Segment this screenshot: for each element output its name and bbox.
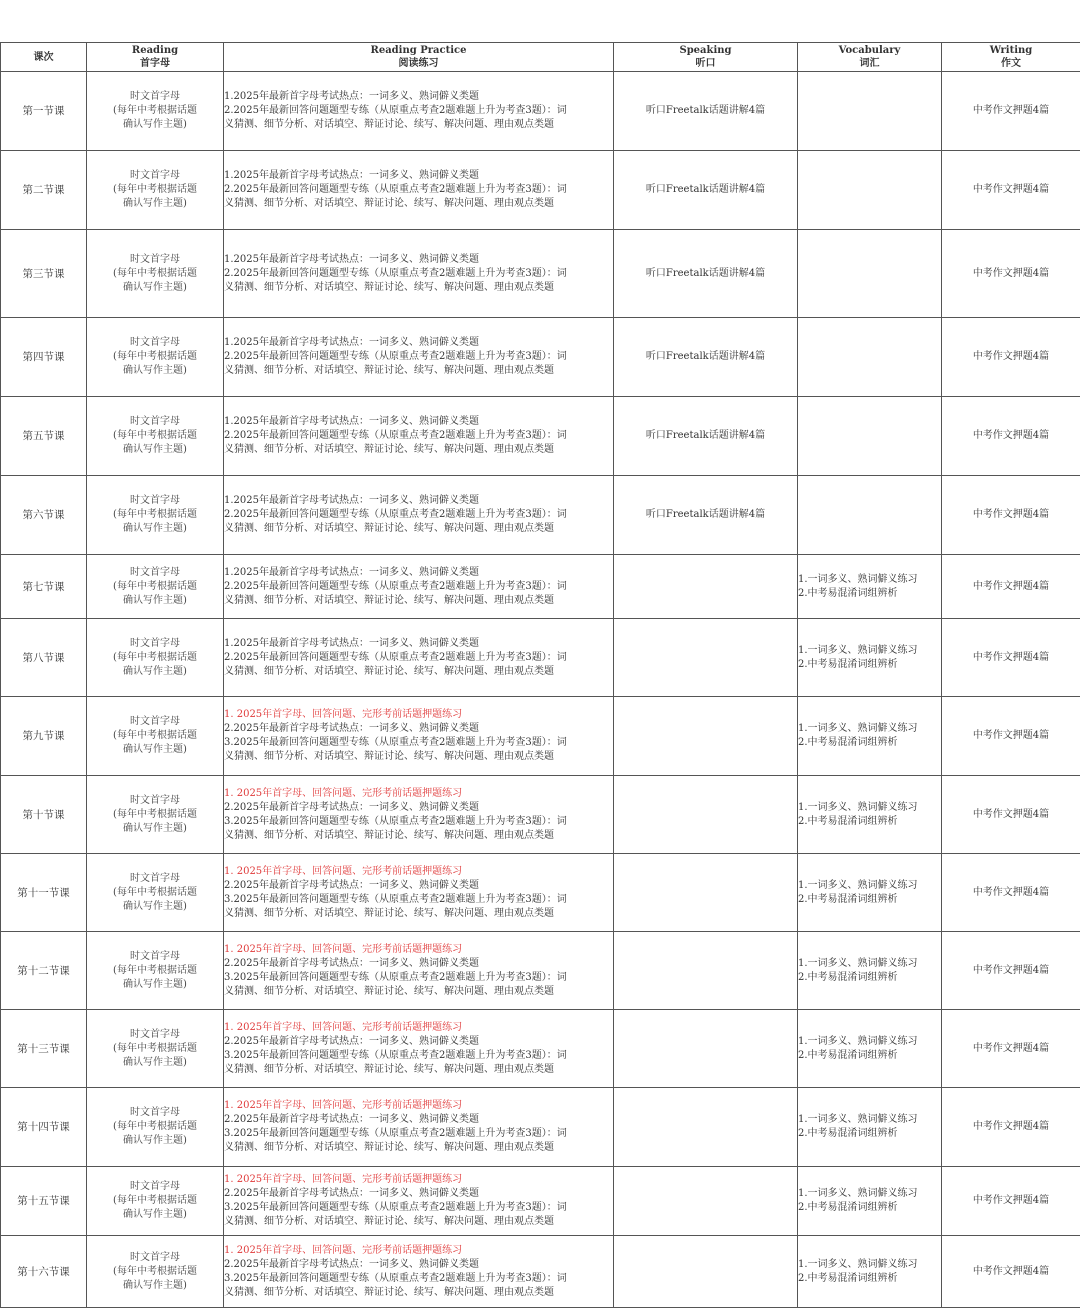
reading-line: 确认写作主题) — [123, 444, 187, 455]
header-writing-en: Writing — [989, 45, 1033, 56]
table-row — [1, 932, 1080, 1010]
reading-cell — [87, 555, 224, 619]
reading-practice-cell — [224, 397, 614, 476]
lesson-cell: 第二节课 — [1, 151, 87, 230]
reading-line: 时文首字母 — [130, 170, 180, 181]
practice-item: 3.2025年最新回答问题题型专练（从原重点考查2题难题上升为考查3题）：词 义猜测、细节分析、对话填空、辩证讨论、续写、解决问题、理由观点类题 — [224, 1049, 567, 1075]
header-practice-zh: 阅读练习 — [398, 58, 439, 69]
vocabulary-item: 1.一词多义、熟词僻义练习 — [798, 801, 918, 813]
vocabulary-item: 1.一词多义、熟词僻义练习 — [798, 723, 918, 734]
reading-cell — [87, 1167, 224, 1236]
reading-line: 确认写作主题) — [123, 744, 187, 755]
vocabulary-cell — [798, 476, 942, 555]
practice-item: 1.2025年最新首字母考试热点：一词多义、熟词僻义类题 — [224, 566, 479, 578]
practice-item: 1.2025年最新首字母考试热点：一词多义、熟词僻义类题 — [224, 91, 479, 102]
reading-practice-cell — [224, 1088, 614, 1167]
vocabulary-item: 2.中考易混淆词组辨析 — [798, 1049, 898, 1061]
practice-item: 3.2025年最新回答问题题型专练（从原重点考查2题难题上升为考查3题）：词 义猜测、细节分析、对话填空、辩证讨论、续写、解决问题、理由观点类题 — [224, 815, 567, 841]
reading-practice-cell — [224, 151, 614, 230]
practice-item: 2.2025年最新回答问题题型专练（从原重点考查2题难题上升为考查3题）：词 义猜测、细节分析、对话填空、辩证讨论、续写、解决问题、理由观点类题 — [224, 351, 567, 376]
speaking-cell — [614, 776, 798, 854]
vocabulary-cell — [798, 151, 942, 230]
writing-cell: 中考作文押题4篇 — [942, 619, 1080, 697]
lesson-cell: 第十五节课 — [1, 1167, 87, 1236]
reading-line: (每年中考根据话题 — [113, 886, 197, 898]
practice-item-highlight: 1. 2025年首字母、回答问题、完形考前话题押题练习 — [224, 1021, 463, 1033]
speaking-cell: 听口Freetalk话题讲解4篇 — [614, 230, 798, 318]
vocabulary-item: 1.一词多义、熟词僻义练习 — [798, 879, 918, 891]
practice-item: 2.2025年最新回答问题题型专练（从原重点考查2题难题上升为考查3题）：词 义猜测、细节分析、对话填空、辩证讨论、续写、解决问题、理由观点类题 — [224, 184, 567, 209]
practice-item-highlight: 1. 2025年首字母、回答问题、完形考前话题押题练习 — [224, 943, 463, 955]
practice-item-highlight: 1. 2025年首字母、回答问题、完形考前话题押题练习 — [224, 709, 463, 720]
header-writing-zh: 作文 — [1001, 58, 1021, 69]
table-row — [1, 72, 1080, 151]
writing-cell: 中考作文押题4篇 — [942, 397, 1080, 476]
reading-cell — [87, 697, 224, 776]
practice-item: 1.2025年最新首字母考试热点：一词多义、熟词僻义类题 — [224, 337, 479, 348]
practice-item-highlight: 1. 2025年首字母、回答问题、完形考前话题押题练习 — [224, 1174, 463, 1185]
reading-line: 时文首字母 — [130, 253, 180, 265]
reading-practice-cell — [224, 619, 614, 697]
writing-cell: 中考作文押题4篇 — [942, 230, 1080, 318]
practice-item: 2.2025年最新回答问题题型专练（从原重点考查2题难题上升为考查3题）：词 义猜测、细节分析、对话填空、辩证讨论、续写、解决问题、理由观点类题 — [224, 430, 567, 455]
header-vocab-en: Vocabulary — [838, 45, 901, 56]
lesson-cell: 第十一节课 — [1, 854, 87, 932]
lesson-cell: 第一节课 — [1, 72, 87, 151]
reading-line: 确认写作主题) — [123, 523, 187, 534]
reading-cell — [87, 776, 224, 854]
speaking-cell — [614, 1167, 798, 1236]
vocabulary-cell — [798, 318, 942, 397]
practice-item: 2.2025年最新首字母考试热点：一词多义、熟词僻义类题 — [224, 1188, 479, 1199]
vocabulary-item: 2.中考易混淆词组辨析 — [798, 737, 898, 748]
reading-practice-cell — [224, 318, 614, 397]
reading-cell — [87, 1236, 224, 1308]
reading-line: 确认写作主题) — [123, 1209, 187, 1220]
reading-line: (每年中考根据话题 — [113, 1195, 197, 1206]
reading-line: 时文首字母 — [130, 950, 180, 962]
reading-cell — [87, 397, 224, 476]
reading-line: 时文首字母 — [130, 637, 180, 649]
speaking-cell — [614, 619, 798, 697]
practice-item: 2.2025年最新回答问题题型专练（从原重点考查2题难题上升为考查3题）：词 义猜测、细节分析、对话填空、辩证讨论、续写、解决问题、理由观点类题 — [224, 651, 567, 677]
reading-line: (每年中考根据话题 — [113, 651, 197, 663]
lesson-cell: 第十四节课 — [1, 1088, 87, 1167]
lesson-cell: 第十节课 — [1, 776, 87, 854]
writing-cell: 中考作文押题4篇 — [942, 151, 1080, 230]
lesson-cell: 第八节课 — [1, 619, 87, 697]
vocabulary-item: 1.一词多义、熟词僻义练习 — [798, 957, 918, 969]
vocabulary-cell — [798, 555, 942, 619]
header-reading-en: Reading — [131, 45, 179, 56]
reading-line: 确认写作主题) — [123, 822, 187, 834]
practice-item: 3.2025年最新回答问题题型专练（从原重点考查2题难题上升为考查3题）：词 义猜测、细节分析、对话填空、辩证讨论、续写、解决问题、理由观点类题 — [224, 737, 567, 762]
practice-item: 3.2025年最新回答问题题型专练（从原重点考查2题难题上升为考查3题）：词 义猜测、细节分析、对话填空、辩证讨论、续写、解决问题、理由观点类题 — [224, 893, 567, 919]
table-row — [1, 555, 1080, 619]
speaking-cell: 听口Freetalk话题讲解4篇 — [614, 476, 798, 555]
course-schedule-table — [0, 42, 1080, 1308]
reading-line: (每年中考根据话题 — [113, 730, 197, 741]
reading-cell — [87, 151, 224, 230]
vocabulary-item: 1.一词多义、熟词僻义练习 — [798, 573, 918, 585]
table-row — [1, 697, 1080, 776]
vocabulary-item: 2.中考易混淆词组辨析 — [798, 1202, 898, 1213]
reading-line: 确认写作主题) — [123, 594, 187, 606]
writing-cell: 中考作文押题4篇 — [942, 1010, 1080, 1088]
practice-item-highlight: 1. 2025年首字母、回答问题、完形考前话题押题练习 — [224, 865, 463, 877]
table-row — [1, 1088, 1080, 1167]
practice-item: 2.2025年最新首字母考试热点：一词多义、熟词僻义类题 — [224, 1258, 479, 1270]
vocabulary-item: 1.一词多义、熟词僻义练习 — [798, 644, 918, 656]
reading-practice-cell — [224, 230, 614, 318]
writing-cell: 中考作文押题4篇 — [942, 476, 1080, 555]
header-reading-zh: 首字母 — [140, 58, 170, 69]
table-row — [1, 397, 1080, 476]
reading-line: 时文首字母 — [130, 1028, 180, 1040]
reading-practice-cell — [224, 932, 614, 1010]
reading-practice-cell — [224, 854, 614, 932]
practice-item: 2.2025年最新首字母考试热点：一词多义、熟词僻义类题 — [224, 879, 479, 891]
practice-item: 1.2025年最新首字母考试热点：一词多义、熟词僻义类题 — [224, 253, 479, 265]
writing-cell: 中考作文押题4篇 — [942, 697, 1080, 776]
practice-item-highlight: 1. 2025年首字母、回答问题、完形考前话题押题练习 — [224, 1100, 463, 1111]
speaking-cell — [614, 697, 798, 776]
reading-line: 时文首字母 — [130, 91, 180, 102]
reading-line: (每年中考根据话题 — [113, 580, 197, 592]
practice-item: 2.2025年最新回答问题题型专练（从原重点考查2题难题上升为考查3题）：词 义猜测、细节分析、对话填空、辩证讨论、续写、解决问题、理由观点类题 — [224, 105, 567, 130]
table-row — [1, 854, 1080, 932]
table-body — [1, 72, 1080, 1308]
practice-item-highlight: 1. 2025年首字母、回答问题、完形考前话题押题练习 — [224, 787, 463, 799]
top-margin — [0, 0, 1080, 42]
writing-cell: 中考作文押题4篇 — [942, 1167, 1080, 1236]
vocabulary-cell — [798, 854, 942, 932]
reading-cell — [87, 1010, 224, 1088]
writing-cell: 中考作文押题4篇 — [942, 555, 1080, 619]
reading-practice-cell — [224, 1236, 614, 1308]
speaking-cell: 听口Freetalk话题讲解4篇 — [614, 72, 798, 151]
reading-line: 时文首字母 — [130, 1181, 180, 1192]
vocabulary-item: 1.一词多义、熟词僻义练习 — [798, 1258, 918, 1270]
speaking-cell — [614, 1088, 798, 1167]
practice-item: 2.2025年最新首字母考试热点：一词多义、熟词僻义类题 — [224, 1035, 479, 1047]
practice-item: 1.2025年最新首字母考试热点：一词多义、熟词僻义类题 — [224, 416, 479, 427]
reading-line: 确认写作主题) — [123, 1279, 187, 1291]
practice-item: 3.2025年最新回答问题题型专练（从原重点考查2题难题上升为考查3题）：词 义猜测、细节分析、对话填空、辩证讨论、续写、解决问题、理由观点类题 — [224, 1128, 567, 1153]
reading-line: 时文首字母 — [130, 495, 180, 506]
practice-item: 2.2025年最新回答问题题型专练（从原重点考查2题难题上升为考查3题）：词 义猜测、细节分析、对话填空、辩证讨论、续写、解决问题、理由观点类题 — [224, 267, 567, 293]
practice-item: 3.2025年最新回答问题题型专练（从原重点考查2题难题上升为考查3题）：词 义猜测、细节分析、对话填空、辩证讨论、续写、解决问题、理由观点类题 — [224, 971, 567, 997]
speaking-cell — [614, 1010, 798, 1088]
vocabulary-item: 2.中考易混淆词组辨析 — [798, 893, 898, 905]
practice-item: 3.2025年最新回答问题题型专练（从原重点考查2题难题上升为考查3题）：词 义猜测、细节分析、对话填空、辩证讨论、续写、解决问题、理由观点类题 — [224, 1202, 567, 1227]
practice-item: 2.2025年最新回答问题题型专练（从原重点考查2题难题上升为考查3题）：词 义猜测、细节分析、对话填空、辩证讨论、续写、解决问题、理由观点类题 — [224, 580, 567, 606]
practice-item: 2.2025年最新首字母考试热点：一词多义、熟词僻义类题 — [224, 801, 479, 813]
table-row — [1, 230, 1080, 318]
vocabulary-cell — [798, 1088, 942, 1167]
lesson-cell: 第十三节课 — [1, 1010, 87, 1088]
reading-practice-cell — [224, 1010, 614, 1088]
vocabulary-cell — [798, 1010, 942, 1088]
table-row — [1, 1010, 1080, 1088]
practice-item: 1.2025年最新首字母考试热点：一词多义、熟词僻义类题 — [224, 495, 479, 506]
reading-line: 确认写作主题) — [123, 900, 187, 912]
reading-line: (每年中考根据话题 — [113, 964, 197, 976]
writing-cell: 中考作文押题4篇 — [942, 776, 1080, 854]
vocabulary-cell — [798, 1236, 942, 1308]
vocabulary-cell — [798, 1167, 942, 1236]
vocabulary-cell — [798, 776, 942, 854]
reading-line: 确认写作主题) — [123, 978, 187, 990]
writing-cell: 中考作文押题4篇 — [942, 1236, 1080, 1308]
reading-practice-cell — [224, 476, 614, 555]
vocabulary-cell — [798, 72, 942, 151]
table-header — [1, 43, 1080, 72]
reading-cell — [87, 476, 224, 555]
practice-item-highlight: 1. 2025年首字母、回答问题、完形考前话题押题练习 — [224, 1244, 463, 1256]
vocabulary-cell — [798, 397, 942, 476]
speaking-cell — [614, 555, 798, 619]
reading-line: 确认写作主题) — [123, 1135, 187, 1146]
reading-line: (每年中考根据话题 — [113, 1265, 197, 1277]
reading-line: (每年中考根据话题 — [113, 808, 197, 820]
reading-line: 时文首字母 — [130, 566, 180, 578]
reading-line: (每年中考根据话题 — [113, 184, 197, 195]
vocabulary-item: 2.中考易混淆词组辨析 — [798, 971, 898, 983]
reading-cell — [87, 72, 224, 151]
vocabulary-cell — [798, 932, 942, 1010]
reading-cell — [87, 1088, 224, 1167]
practice-item: 1.2025年最新首字母考试热点：一词多义、熟词僻义类题 — [224, 637, 479, 649]
header-vocabulary — [798, 43, 942, 72]
lesson-cell: 第四节课 — [1, 318, 87, 397]
reading-cell — [87, 318, 224, 397]
reading-line: (每年中考根据话题 — [113, 1042, 197, 1054]
practice-item: 1.2025年最新首字母考试热点：一词多义、熟词僻义类题 — [224, 170, 479, 181]
header-speaking — [614, 43, 798, 72]
reading-cell — [87, 932, 224, 1010]
header-practice-en: Reading Practice — [370, 45, 467, 56]
vocabulary-item: 2.中考易混淆词组辨析 — [798, 1128, 898, 1139]
vocabulary-item: 2.中考易混淆词组辨析 — [798, 587, 898, 599]
reading-line: (每年中考根据话题 — [113, 1121, 197, 1132]
writing-cell: 中考作文押题4篇 — [942, 1088, 1080, 1167]
speaking-cell — [614, 854, 798, 932]
table-row — [1, 318, 1080, 397]
vocabulary-item: 1.一词多义、熟词僻义练习 — [798, 1188, 918, 1199]
reading-line: 确认写作主题) — [123, 1056, 187, 1068]
reading-line: (每年中考根据话题 — [113, 351, 197, 362]
reading-practice-cell — [224, 555, 614, 619]
speaking-cell — [614, 1236, 798, 1308]
practice-item: 2.2025年最新首字母考试热点：一词多义、熟词僻义类题 — [224, 957, 479, 969]
lesson-cell: 第七节课 — [1, 555, 87, 619]
reading-line: 确认写作主题) — [123, 665, 187, 677]
vocabulary-cell — [798, 697, 942, 776]
practice-item: 2.2025年最新首字母考试热点：一词多义、熟词僻义类题 — [224, 1114, 479, 1125]
vocabulary-item: 2.中考易混淆词组辨析 — [798, 815, 898, 827]
reading-line: 时文首字母 — [130, 1107, 180, 1118]
writing-cell: 中考作文押题4篇 — [942, 318, 1080, 397]
speaking-cell — [614, 932, 798, 1010]
vocabulary-cell — [798, 230, 942, 318]
vocabulary-item: 2.中考易混淆词组辨析 — [798, 1272, 898, 1284]
lesson-cell: 第五节课 — [1, 397, 87, 476]
lesson-cell: 第九节课 — [1, 697, 87, 776]
reading-line: 确认写作主题) — [123, 198, 187, 209]
header-lesson — [1, 43, 87, 72]
reading-practice-cell — [224, 697, 614, 776]
writing-cell: 中考作文押题4篇 — [942, 854, 1080, 932]
practice-item: 2.2025年最新首字母考试热点：一词多义、熟词僻义类题 — [224, 723, 479, 734]
lesson-cell: 第六节课 — [1, 476, 87, 555]
reading-line: 确认写作主题) — [123, 281, 187, 293]
reading-line: 确认写作主题) — [123, 119, 187, 130]
header-speaking-zh: 听口 — [695, 58, 716, 69]
vocabulary-item: 1.一词多义、熟词僻义练习 — [798, 1035, 918, 1047]
table-row — [1, 476, 1080, 555]
table-row — [1, 776, 1080, 854]
writing-cell: 中考作文押题4篇 — [942, 932, 1080, 1010]
vocabulary-item: 1.一词多义、熟词僻义练习 — [798, 1114, 918, 1125]
speaking-cell: 听口Freetalk话题讲解4篇 — [614, 397, 798, 476]
lesson-cell: 第十六节课 — [1, 1236, 87, 1308]
header-lesson-label: 课次 — [33, 51, 54, 63]
practice-item: 2.2025年最新回答问题题型专练（从原重点考查2题难题上升为考查3题）：词 义猜测、细节分析、对话填空、辩证讨论、续写、解决问题、理由观点类题 — [224, 509, 567, 534]
reading-line: (每年中考根据话题 — [113, 105, 197, 116]
speaking-cell: 听口Freetalk话题讲解4篇 — [614, 318, 798, 397]
writing-cell: 中考作文押题4篇 — [942, 72, 1080, 151]
vocabulary-cell — [798, 619, 942, 697]
reading-line: 确认写作主题) — [123, 365, 187, 376]
speaking-cell: 听口Freetalk话题讲解4篇 — [614, 151, 798, 230]
reading-practice-cell — [224, 1167, 614, 1236]
table-row — [1, 151, 1080, 230]
reading-practice-cell — [224, 776, 614, 854]
reading-cell — [87, 619, 224, 697]
header-speaking-en: Speaking — [679, 45, 732, 56]
reading-line: 时文首字母 — [130, 872, 180, 884]
vocabulary-item: 2.中考易混淆词组辨析 — [798, 658, 898, 670]
header-reading-practice — [224, 43, 614, 72]
table-row — [1, 1236, 1080, 1308]
header-reading — [87, 43, 224, 72]
table-row — [1, 619, 1080, 697]
reading-line: 时文首字母 — [130, 716, 180, 727]
practice-item: 3.2025年最新回答问题题型专练（从原重点考查2题难题上升为考查3题）：词 义猜测、细节分析、对话填空、辩证讨论、续写、解决问题、理由观点类题 — [224, 1272, 567, 1298]
reading-cell — [87, 230, 224, 318]
reading-line: 时文首字母 — [130, 794, 180, 806]
reading-cell — [87, 854, 224, 932]
reading-line: 时文首字母 — [130, 337, 180, 348]
reading-practice-cell — [224, 72, 614, 151]
reading-line: (每年中考根据话题 — [113, 267, 197, 279]
reading-line: 时文首字母 — [130, 1251, 180, 1263]
lesson-cell: 第三节课 — [1, 230, 87, 318]
table-row — [1, 1167, 1080, 1236]
lesson-cell: 第十二节课 — [1, 932, 87, 1010]
reading-line: (每年中考根据话题 — [113, 509, 197, 520]
reading-line: (每年中考根据话题 — [113, 430, 197, 441]
header-row — [1, 43, 1080, 72]
reading-line: 时文首字母 — [130, 416, 180, 427]
header-vocab-zh: 词汇 — [859, 58, 880, 69]
header-writing — [942, 43, 1080, 72]
